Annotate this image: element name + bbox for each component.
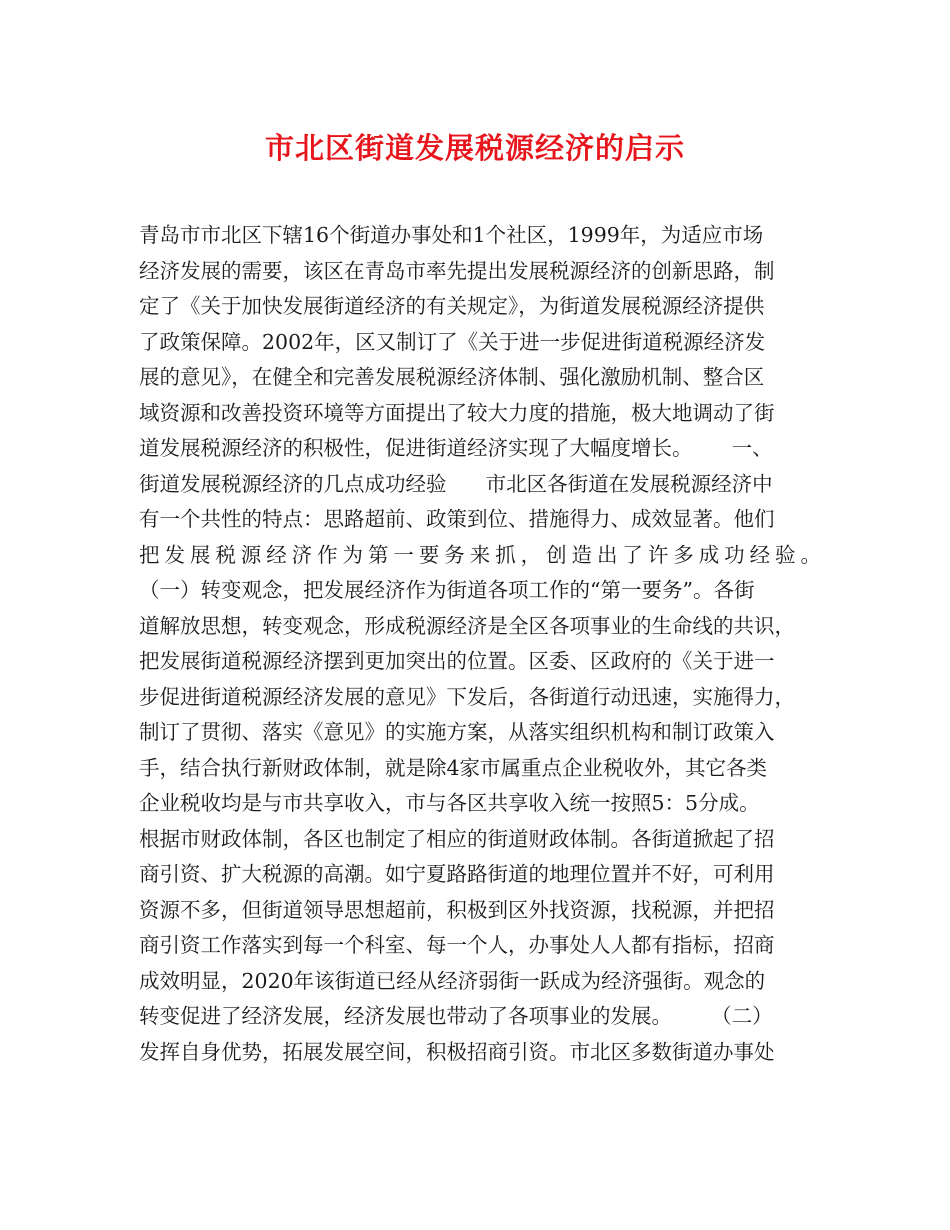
body-line: 资源不多，但街道领导思想超前，积极到区外找资源，找税源，并把招	[139, 897, 775, 922]
body-line: 了政策保障。2002年，区又制订了《关于进一步促进街道税源经济发	[139, 329, 766, 354]
body-line: 商引资工作落实到每一个科室、每一个人，办事处人人都有指标，招商	[139, 933, 775, 957]
body-line: 青岛市市北区下辖16个街道办事处和1个社区，1999年，为适应市场	[139, 223, 764, 247]
body-line: 街道发展税源经济的几点成功经验 市北区各街道在发展税源经济中	[139, 471, 773, 496]
body-line: 转变促进了经济发展，经济发展也带动了各项事业的发展。 （二）	[139, 1004, 773, 1028]
body-line: 把发展街道税源经济摆到更加突出的位置。区委、区政府的《关于进一	[139, 649, 775, 673]
document-body	[139, 218, 821, 1070]
body-line: 展的意见》，在健全和完善发展税源经济体制、强化激励机制、整合区	[139, 365, 765, 389]
body-line: 有一个共性的特点：思路超前、政策到位、措施得力、成效显著。他们	[139, 507, 775, 531]
body-line: 成效明显，2020年该街道已经从经济弱街一跃成为经济强街。观念的	[139, 968, 766, 993]
body-line: 企业税收均是与市共享收入，市与各区共享收入统一按照5：5分成。	[139, 791, 760, 815]
body-line: 制订了贯彻、落实《意见》的实施方案，从落实组织机构和制订政策入	[139, 720, 775, 744]
body-line: 定了《关于加快发展街道经济的有关规定》，为街道发展税源经济提供	[139, 294, 765, 318]
body-line: 道解放思想，转变观念，形成税源经济是全区各项事业的生命线的共识，	[139, 613, 795, 638]
body-line: 把发展税源经济作为第一要务来抓，创造出了许多成功经验。	[139, 542, 821, 567]
body-line: 手，结合执行新财政体制，就是除4家市属重点企业税收外，其它各类	[139, 755, 768, 780]
body-line: 道发展税源经济的积极性，促进街道经济实现了大幅度增长。 一、	[139, 436, 773, 460]
body-line: 商引资、扩大税源的高潮。如宁夏路路街道的地理位置并不好，可利用	[139, 862, 775, 886]
body-line: 经济发展的需要，该区在青岛市率先提出发展税源经济的创新思路，制	[139, 258, 775, 283]
document-title: 市北区街道发展税源经济的启示	[264, 131, 685, 165]
body-line: 步促进街道税源经济发展的意见》下发后，各街道行动迅速，实施得力，	[139, 684, 795, 709]
body-line: 发挥自身优势，拓展发展空间，积极招商引资。市北区多数街道办事处	[139, 1039, 775, 1064]
body-line: （一）转变观念，把发展经济作为街道各项工作的“第一要务”。各街	[139, 578, 755, 602]
body-line: 域资源和改善投资环境等方面提出了较大力度的措施，极大地调动了街	[139, 400, 775, 425]
body-line: 根据市财政体制，各区也制定了相应的街道财政体制。各街道掀起了招	[139, 826, 775, 851]
